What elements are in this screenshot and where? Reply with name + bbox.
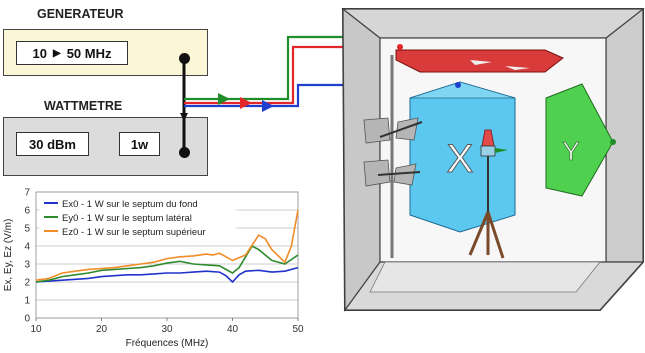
- y-tick-label: 2: [24, 277, 30, 289]
- switch-arrow-down-icon: [180, 113, 188, 121]
- y-axis-label: Y: [562, 136, 580, 166]
- red-feed-point: [397, 44, 403, 50]
- cell-right-wall: [606, 9, 643, 262]
- probe-paddle-bottom: [364, 160, 390, 186]
- x-tick-label: 20: [95, 324, 108, 335]
- cell-left-wall: [343, 9, 380, 310]
- generator-output-node: [179, 53, 190, 64]
- blue-feed-point: [455, 82, 461, 88]
- generator-title: GENERATEUR: [37, 7, 124, 21]
- generator-freq-start: 10: [32, 45, 47, 61]
- y-axis-title: Ex, Ey, Ez (V/m): [3, 218, 14, 292]
- y-tick-label: 7: [24, 187, 30, 199]
- wattmeter-power: 1w: [130, 136, 149, 152]
- y-tick-label: 3: [24, 259, 30, 271]
- y-tick-label: 6: [24, 205, 30, 217]
- generator-freq-end: 50 MHz: [66, 45, 112, 61]
- wattmeter-input-node: [179, 147, 190, 158]
- y-tick-label: 1: [24, 295, 30, 307]
- legend-entry: Ey0 - 1 W sur le septum latéral: [62, 213, 192, 224]
- legend-entry: Ex0 - 1 W sur le septum du fond: [62, 199, 198, 210]
- x-tick-label: 50: [292, 324, 304, 335]
- x-axis-label: X: [446, 137, 474, 181]
- field-strength-chart: [0, 184, 320, 352]
- y-tick-label: 0: [24, 313, 30, 325]
- x-tick-label: 30: [161, 324, 173, 335]
- play-arrow-icon: ▶: [52, 47, 61, 59]
- wattmeter-title: WATTMETRE: [44, 99, 123, 113]
- y-tick-label: 5: [24, 223, 30, 235]
- cell-ceiling: [343, 9, 643, 38]
- x-tick-label: 10: [30, 324, 42, 335]
- x-axis-title: Fréquences (MHz): [125, 338, 209, 349]
- green-feed-point: [610, 139, 616, 145]
- y-tick-label: 4: [24, 241, 30, 253]
- wattmeter-level: 30 dBm: [29, 136, 76, 152]
- probe-paddle-top: [364, 118, 390, 143]
- legend-entry: Ez0 - 1 W sur le septum supérieur: [62, 227, 206, 238]
- x-tick-label: 40: [226, 324, 239, 335]
